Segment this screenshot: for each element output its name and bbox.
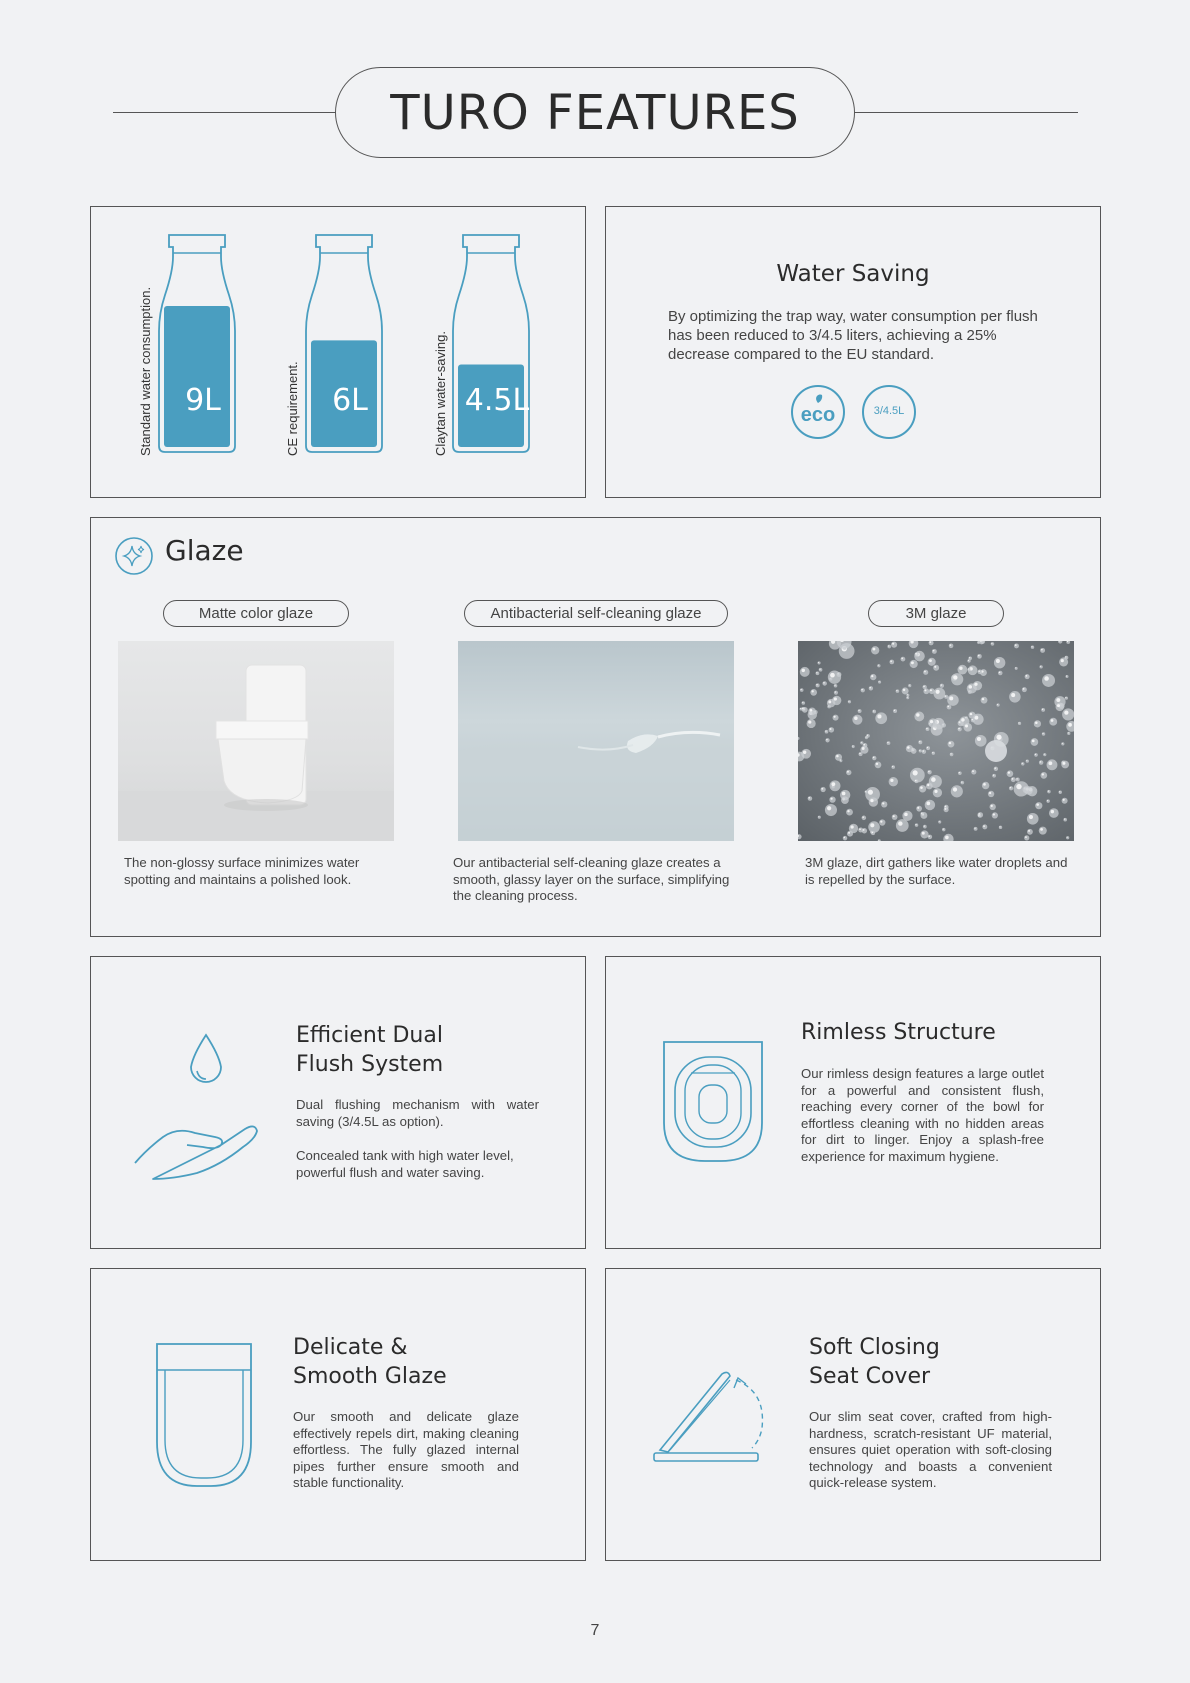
bottle-water-fill-standard: [164, 306, 230, 447]
title-rule-left: [113, 112, 338, 113]
page-title: TURO FEATURES: [335, 67, 855, 158]
ratio-badge-label: 3/4.5L: [873, 405, 905, 417]
glaze-text-matte: The non-glossy surface minimizes water spotting and maintains a polished look.: [124, 855, 360, 887]
soft-closing-text: Our slim seat cover, crafted from high-hardness, scratch-resistant UF material, ensures quiet operation with soft-closing technology and boasts a convenient quick-release system.: [809, 1409, 1052, 1491]
delicate-glaze-panel: [90, 1268, 586, 1561]
soft-closing-seat-icon: [652, 1368, 780, 1478]
glaze-label-3m: 3M glaze: [868, 600, 1004, 627]
delicate-glaze-text: Our smooth and delicate glaze effectively repels dirt, making cleaning effortless. The fully glazed internal pipes further ensure smooth and stable functionality.: [293, 1409, 519, 1491]
glaze-heading: Glaze: [165, 534, 244, 567]
bottle-amount-standard: 9L: [185, 383, 221, 418]
dual-flush-text-2: Concealed tank with high water level, powerful flush and water saving.: [296, 1148, 514, 1180]
rimless-panel: [605, 956, 1101, 1249]
page-number: 7: [590, 1622, 600, 1639]
bottles-illustration: [91, 207, 585, 497]
water-drop-hand-icon: [133, 1033, 263, 1183]
soft-closing-heading-line2: Seat Cover: [809, 1364, 931, 1389]
water-saving-panel: [605, 206, 1101, 498]
sparkle-icon: [113, 535, 155, 577]
glaze-text-3m: 3M glaze, dirt gathers like water droplets and is repelled by the surface.: [805, 855, 1068, 887]
delicate-glaze-heading-line2: Smooth Glaze: [293, 1364, 447, 1389]
dual-flush-heading-line2: Flush System: [296, 1052, 444, 1077]
glaze-label-matte: Matte color glaze: [163, 600, 349, 627]
soft-closing-panel: [605, 1268, 1101, 1561]
rimless-text: Our rimless design features a large outlet for a powerful and consistent flush, reaching every corner of the bowl for effortless cleaning with no hidden areas for dirt to linger. Enjoy a splash-free experience for maximum hygiene.: [801, 1066, 1044, 1164]
bowl-glaze-icon: [155, 1342, 255, 1492]
water-saving-text: By optimizing the trap way, water consumption per flush has been reduced to 3/4.5 liters, achieving a 25% decrease compared to the EU standard.: [668, 308, 1038, 363]
dual-flush-heading-line1: Efficient Dual: [296, 1023, 443, 1048]
eco-badge-label: eco: [800, 404, 836, 426]
matte-toilet-photo: [118, 641, 394, 841]
glaze-label-antibacterial: Antibacterial self-cleaning glaze: [464, 600, 728, 627]
rimless-heading: Rimless Structure: [801, 1020, 996, 1045]
rimless-bowl-icon: [661, 1039, 765, 1165]
water-saving-heading: Water Saving: [776, 261, 930, 287]
dual-flush-text-1: Dual flushing mechanism with water saving (3/4.5L as option).: [296, 1097, 539, 1129]
bottle-label-claytan: Claytan water-saving.: [433, 331, 448, 456]
glaze-text-antibacterial: Our antibacterial self-cleaning glaze creates a smooth, glassy layer on the surface, simplifying the cleaning process.: [453, 855, 730, 904]
bottle-label-standard: Standard water consumption.: [138, 286, 153, 456]
title-rule-right: [852, 112, 1078, 113]
antibacterial-glaze-photo: [458, 641, 734, 841]
glaze-panel: [90, 517, 1101, 937]
bottle-label-ce: CE requirement.: [285, 361, 300, 456]
water-consumption-panel: [90, 206, 586, 498]
water-droplets-photo: [798, 641, 1074, 841]
soft-closing-heading-line1: Soft Closing: [809, 1335, 940, 1360]
dual-flush-panel: [90, 956, 586, 1249]
bottle-amount-claytan: 4.5L: [464, 383, 530, 418]
delicate-glaze-heading-line1: Delicate &: [293, 1335, 408, 1360]
bottle-amount-ce: 6L: [332, 383, 368, 418]
